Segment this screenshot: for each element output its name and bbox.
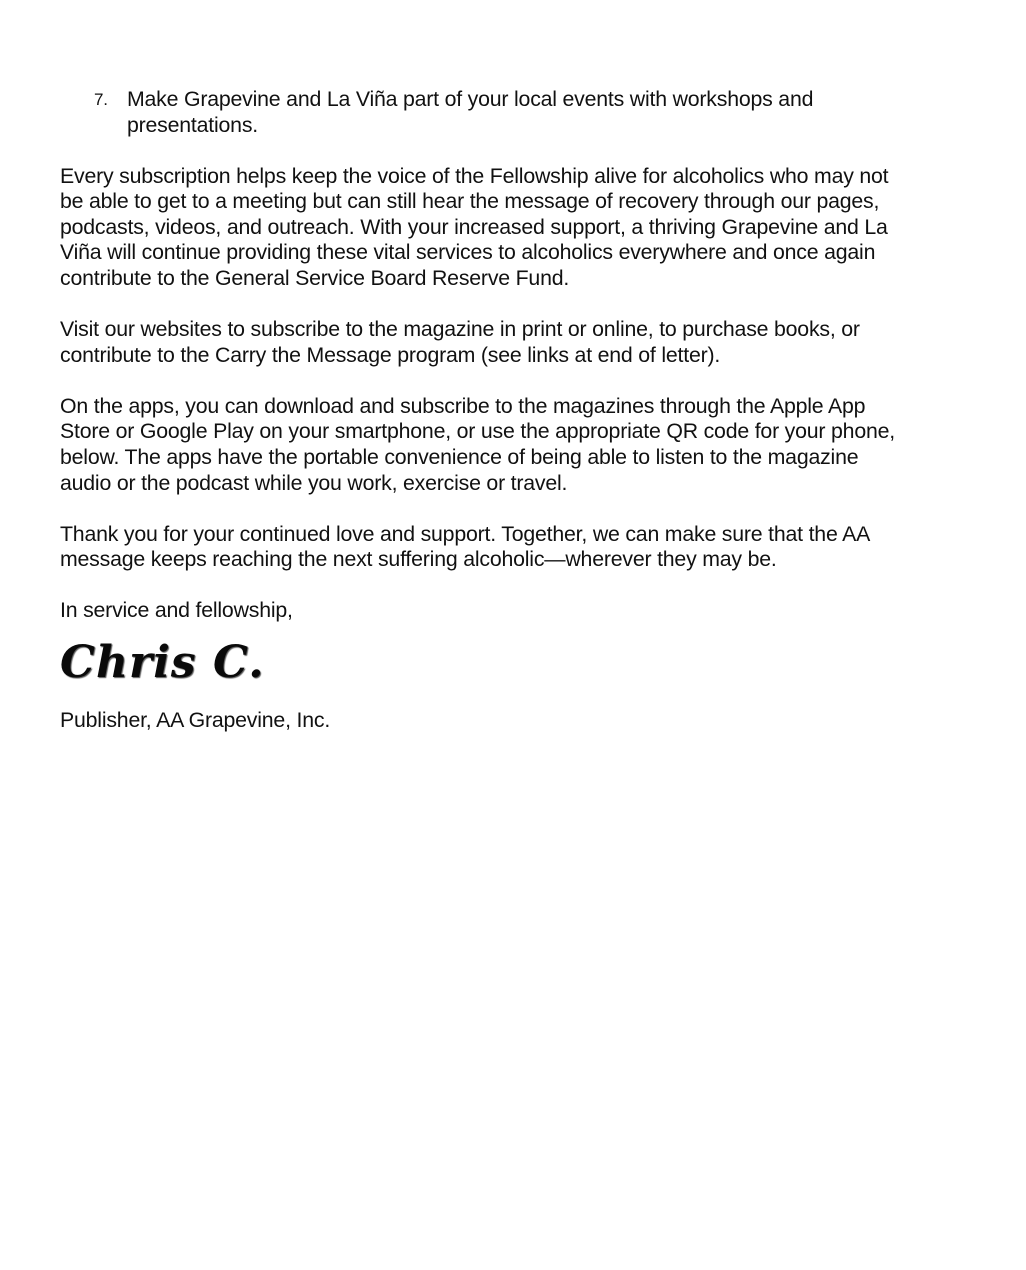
paragraph-subscription xyxy=(60,164,970,292)
paragraph-line: be able to get to a meeting but can still hear the message of recovery through our pages, xyxy=(60,189,880,214)
signer-title: Publisher, AA Grapevine, Inc. xyxy=(60,708,331,732)
paragraph-thanks xyxy=(60,522,970,573)
paragraph-line: Viña will continue providing these vital services to alcoholics everywhere and once again xyxy=(60,240,876,265)
paragraph-line: audio or the podcast while you work, exercise or travel. xyxy=(60,470,568,495)
list-number: 7. xyxy=(94,90,108,109)
paragraph-websites xyxy=(60,317,970,368)
paragraph-line: message keeps reaching the next suffering alcoholic—wherever they may be. xyxy=(60,547,777,572)
paragraph-line: Every subscription helps keep the voice of the Fellowship alive for alcoholics who may not xyxy=(60,163,889,188)
signature-image xyxy=(60,632,320,698)
paragraph-line: Visit our websites to subscribe to the magazine in print or online, to purchase books, or xyxy=(60,317,860,342)
paragraph-line: podcasts, videos, and outreach. With your increased support, a thriving Grapevine and La xyxy=(60,214,888,239)
paragraph-line: Thank you for your continued love and support. Together, we can make sure that the AA xyxy=(60,521,871,546)
paragraph-line: below. The apps have the portable convenience of being able to listen to the magazine xyxy=(60,445,859,470)
list-item-7 xyxy=(60,87,970,138)
paragraph-line: On the apps, you can download and subscribe to the magazines through the Apple App xyxy=(60,393,866,418)
paragraph-apps xyxy=(60,394,970,496)
closing-line: In service and fellowship, xyxy=(60,598,293,623)
list-item-line: Make Grapevine and La Viña part of your local events with workshops and xyxy=(127,87,814,111)
signature: Chris C. xyxy=(60,637,265,688)
paragraph-line: Store or Google Play on your smartphone, or use the appropriate QR code for your phone, xyxy=(60,419,895,444)
list-item-text xyxy=(127,87,970,138)
list-item-line: presentations. xyxy=(127,112,258,137)
letter-page xyxy=(60,87,970,734)
paragraph-line: contribute to the Carry the Message program (see links at end of letter). xyxy=(60,342,721,367)
paragraph-line: contribute to the General Service Board Reserve Fund. xyxy=(60,266,570,291)
